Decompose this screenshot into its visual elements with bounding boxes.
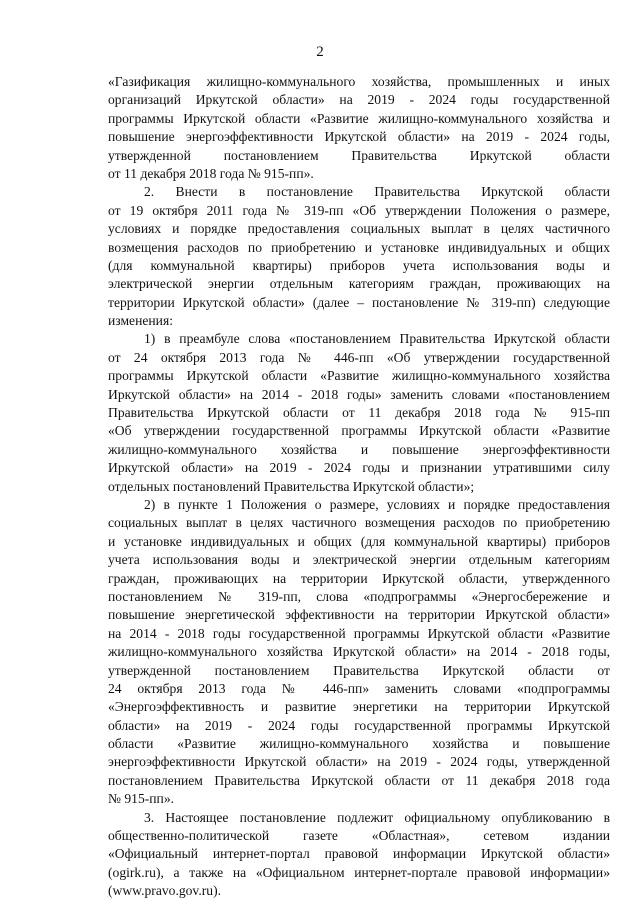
- text-line: социальных выплат в целях частичного возмещения расходов по приобретению: [108, 515, 610, 531]
- text-line: граждан, проживающих на территории Иркутской области, утвержденного: [108, 570, 610, 586]
- text-line: возмещения расходов по приобретению и установке индивидуальных и общих: [108, 239, 610, 255]
- text-line: изменения:: [108, 313, 173, 329]
- text-line: электрической энергии отдельным категориям граждан, проживающих на: [108, 276, 610, 292]
- text-line: «Газификация жилищно-коммунального хозяйства, промышленных и иных: [108, 74, 610, 89]
- text-line: от 11 декабря 2018 года № 915-пп».: [108, 165, 314, 181]
- text-line: повышение энергоэффективности Иркутской области» на 2019 - 2024 годы,: [108, 129, 610, 145]
- text-line: условиях и порядке предоставления социальных выплат в целях частичного: [108, 221, 610, 237]
- text-line: 2. Внести в постановление Правительства Иркутской области: [144, 184, 610, 200]
- text-line: «Энергоэффективность и развитие энергетики на территории Иркутской: [108, 699, 610, 715]
- text-line: (www.pravo.gov.ru).: [108, 883, 221, 899]
- text-line: на 2014 - 2018 годы государственной программы Иркутской области «Развитие: [108, 625, 610, 641]
- text-line: «Об утверждении государственной программы Иркутской области «Развитие: [108, 423, 610, 439]
- text-line: жилищно-коммунального хозяйства Иркутской области» на 2014 - 2018 годы,: [108, 644, 610, 660]
- text-line: жилищно-коммунального хозяйства и повышение энергоэффективности: [108, 441, 610, 457]
- text-line: отдельных постановлений Правительства Иркутской области»;: [108, 478, 475, 494]
- text-line: общественно-политической газете «Областная», сетевом издании: [108, 828, 610, 844]
- text-line: (для коммунальной квартиры) приборов учета использования воды и: [108, 257, 610, 273]
- text-line: от 24 октября 2013 года № 446-пп «Об утверждении государственной: [108, 349, 610, 365]
- text-line: 2) в пункте 1 Положения о размере, условиях и порядке предоставления: [144, 496, 610, 512]
- text-line: постановлением Правительства Иркутской области от 11 декабря 2018 года: [108, 772, 610, 788]
- text-line: области» на 2019 - 2024 годы государственной программы Иркутской: [108, 717, 610, 733]
- text-line: 1) в преамбуле слова «постановлением Правительства Иркутской области: [144, 331, 610, 347]
- page-number: 2: [316, 44, 324, 60]
- text-line: Иркутской области» на 2019 - 2024 годы и признании утратившими силу: [108, 460, 610, 476]
- text-line: программы Иркутской области «Развитие жилищно-коммунального хозяйства: [108, 368, 610, 384]
- text-line: территории Иркутской области» (далее – постановление № 319-пп) следующие: [108, 294, 610, 310]
- text-line: (ogirk.ru), а также на «Официальном интернет-портале правовой информации»: [108, 864, 610, 880]
- text-line: 3. Настоящее постановление подлежит официальному опубликованию в: [144, 809, 610, 825]
- text-line: и установке индивидуальных и общих (для коммунальной квартиры) приборов: [108, 533, 610, 549]
- text-line: от 19 октября 2011 года № 319-пп «Об утверждении Положения о размере,: [108, 202, 610, 218]
- text-line: организаций Иркутской области» на 2019 - 2024 годы государственной: [108, 92, 610, 108]
- text-line: постановлением № 319-пп, слова «подпрограммы «Энергосбережение и: [108, 588, 610, 604]
- text-line: Правительства Иркутской области от 11 декабря 2018 года № 915-пп: [108, 405, 610, 421]
- text-line: программы Иркутской области «Развитие жилищно-коммунального хозяйства и: [108, 110, 610, 126]
- document-body: [108, 73, 610, 901]
- text-line: 24 октября 2013 года № 446-пп» заменить словами «подпрограммы: [108, 680, 610, 696]
- text-line: «Официальный интернет-портал правовой информации Иркутской области»: [108, 846, 610, 862]
- text-line: утвержденной постановлением Правительства Иркутской области: [108, 147, 610, 163]
- text-line: Иркутской области» на 2014 - 2018 годы» заменить словами «постановлением: [108, 386, 610, 402]
- text-line: повышение энергетической эффективности на территории Иркутской области»: [108, 607, 610, 623]
- text-line: энергоэффективности Иркутской области» на 2019 - 2024 годы, утвержденной: [108, 754, 610, 770]
- text-line: области «Развитие жилищно-коммунального хозяйства и повышение: [108, 736, 610, 752]
- text-line: учета использования воды и электрической энергии отдельным категориям: [108, 552, 610, 568]
- text-line: утвержденной постановлением Правительства Иркутской области от: [108, 662, 610, 678]
- text-line: № 915-пп».: [108, 791, 175, 807]
